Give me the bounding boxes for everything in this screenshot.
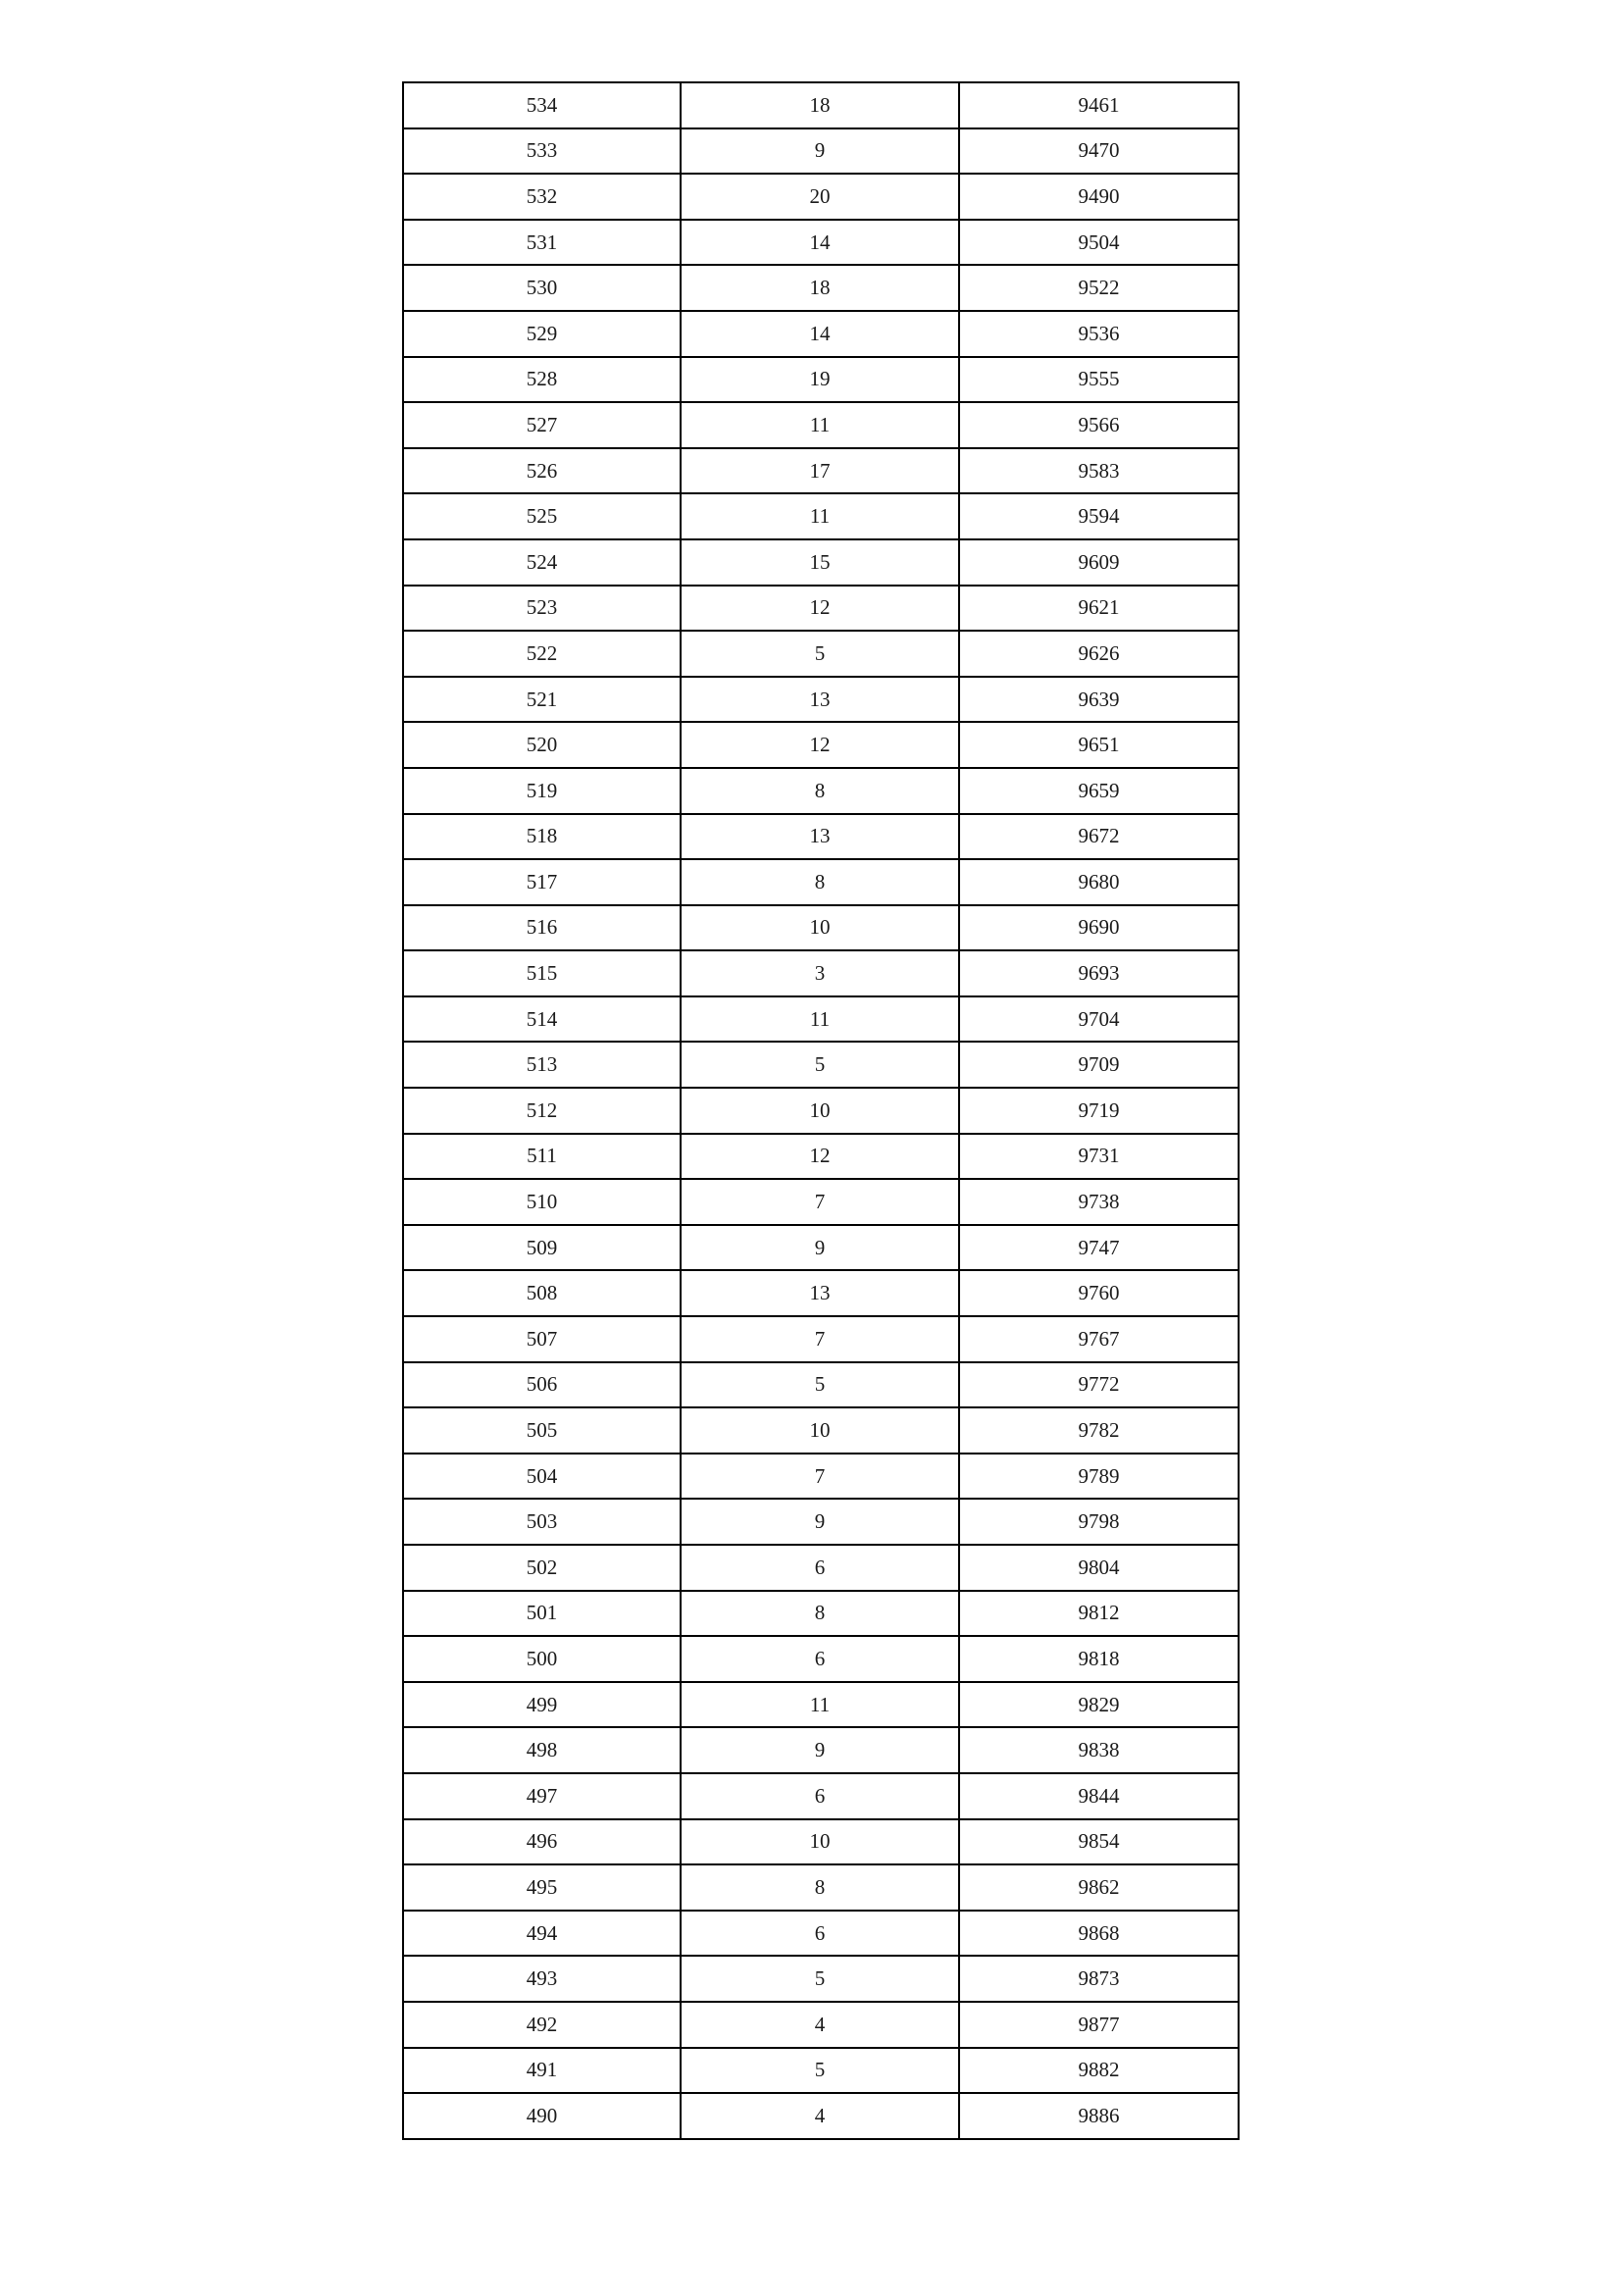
score-cell: 498 bbox=[403, 1727, 681, 1773]
score-cell: 497 bbox=[403, 1773, 681, 1819]
table-row bbox=[403, 2093, 1239, 2139]
score-cell: 524 bbox=[403, 539, 681, 586]
table-row bbox=[403, 82, 1239, 128]
cumulative-cell: 9812 bbox=[959, 1591, 1239, 1637]
table-row bbox=[403, 1042, 1239, 1088]
count-cell: 11 bbox=[681, 493, 959, 539]
table-row bbox=[403, 1911, 1239, 1957]
score-cell: 491 bbox=[403, 2048, 681, 2094]
score-cell: 512 bbox=[403, 1088, 681, 1134]
count-cell: 9 bbox=[681, 128, 959, 175]
table-row bbox=[403, 448, 1239, 494]
table-row bbox=[403, 2002, 1239, 2048]
count-cell: 4 bbox=[681, 2093, 959, 2139]
table-row bbox=[403, 1864, 1239, 1911]
cumulative-cell: 9639 bbox=[959, 677, 1239, 723]
count-cell: 11 bbox=[681, 996, 959, 1043]
score-cell: 521 bbox=[403, 677, 681, 723]
score-cell: 522 bbox=[403, 631, 681, 677]
count-cell: 14 bbox=[681, 220, 959, 266]
cumulative-cell: 9621 bbox=[959, 586, 1239, 632]
score-distribution-table bbox=[402, 81, 1240, 2140]
cumulative-cell: 9760 bbox=[959, 1270, 1239, 1316]
score-cell: 525 bbox=[403, 493, 681, 539]
score-cell: 508 bbox=[403, 1270, 681, 1316]
table-row bbox=[403, 1636, 1239, 1682]
cumulative-cell: 9461 bbox=[959, 82, 1239, 128]
cumulative-cell: 9877 bbox=[959, 2002, 1239, 2048]
count-cell: 7 bbox=[681, 1179, 959, 1225]
cumulative-cell: 9522 bbox=[959, 265, 1239, 311]
score-cell: 504 bbox=[403, 1454, 681, 1500]
cumulative-cell: 9782 bbox=[959, 1407, 1239, 1454]
table-row bbox=[403, 814, 1239, 860]
table-row bbox=[403, 1407, 1239, 1454]
count-cell: 10 bbox=[681, 1407, 959, 1454]
count-cell: 10 bbox=[681, 1819, 959, 1865]
score-cell: 510 bbox=[403, 1179, 681, 1225]
score-cell: 500 bbox=[403, 1636, 681, 1682]
cumulative-cell: 9829 bbox=[959, 1682, 1239, 1728]
score-cell: 495 bbox=[403, 1864, 681, 1911]
cumulative-cell: 9844 bbox=[959, 1773, 1239, 1819]
score-cell: 534 bbox=[403, 82, 681, 128]
count-cell: 5 bbox=[681, 1956, 959, 2002]
cumulative-cell: 9873 bbox=[959, 1956, 1239, 2002]
count-cell: 5 bbox=[681, 2048, 959, 2094]
score-cell: 493 bbox=[403, 1956, 681, 2002]
table-row bbox=[403, 1545, 1239, 1591]
count-cell: 5 bbox=[681, 1362, 959, 1408]
table-row bbox=[403, 311, 1239, 357]
count-cell: 19 bbox=[681, 357, 959, 403]
table-row bbox=[403, 722, 1239, 768]
count-cell: 8 bbox=[681, 1864, 959, 1911]
table-row bbox=[403, 1362, 1239, 1408]
count-cell: 6 bbox=[681, 1545, 959, 1591]
table-row bbox=[403, 1773, 1239, 1819]
score-cell: 516 bbox=[403, 905, 681, 951]
count-cell: 6 bbox=[681, 1773, 959, 1819]
table-row bbox=[403, 996, 1239, 1043]
table-row bbox=[403, 1179, 1239, 1225]
cumulative-cell: 9672 bbox=[959, 814, 1239, 860]
score-cell: 529 bbox=[403, 311, 681, 357]
table-row bbox=[403, 1819, 1239, 1865]
table-row bbox=[403, 265, 1239, 311]
count-cell: 10 bbox=[681, 1088, 959, 1134]
cumulative-cell: 9680 bbox=[959, 859, 1239, 905]
cumulative-cell: 9536 bbox=[959, 311, 1239, 357]
cumulative-cell: 9862 bbox=[959, 1864, 1239, 1911]
cumulative-cell: 9504 bbox=[959, 220, 1239, 266]
cumulative-cell: 9490 bbox=[959, 174, 1239, 220]
cumulative-cell: 9789 bbox=[959, 1454, 1239, 1500]
count-cell: 13 bbox=[681, 677, 959, 723]
table-row bbox=[403, 1088, 1239, 1134]
score-cell: 518 bbox=[403, 814, 681, 860]
table-row bbox=[403, 768, 1239, 814]
count-cell: 13 bbox=[681, 1270, 959, 1316]
score-cell: 519 bbox=[403, 768, 681, 814]
cumulative-cell: 9738 bbox=[959, 1179, 1239, 1225]
cumulative-cell: 9882 bbox=[959, 2048, 1239, 2094]
table-row bbox=[403, 128, 1239, 175]
table-body bbox=[403, 82, 1239, 2139]
score-cell: 528 bbox=[403, 357, 681, 403]
count-cell: 8 bbox=[681, 1591, 959, 1637]
score-cell: 532 bbox=[403, 174, 681, 220]
cumulative-cell: 9566 bbox=[959, 402, 1239, 448]
score-cell: 506 bbox=[403, 1362, 681, 1408]
score-cell: 530 bbox=[403, 265, 681, 311]
score-cell: 526 bbox=[403, 448, 681, 494]
score-cell: 490 bbox=[403, 2093, 681, 2139]
count-cell: 7 bbox=[681, 1454, 959, 1500]
count-cell: 8 bbox=[681, 768, 959, 814]
cumulative-cell: 9886 bbox=[959, 2093, 1239, 2139]
cumulative-cell: 9609 bbox=[959, 539, 1239, 586]
cumulative-cell: 9747 bbox=[959, 1225, 1239, 1271]
score-cell: 496 bbox=[403, 1819, 681, 1865]
score-cell: 520 bbox=[403, 722, 681, 768]
count-cell: 14 bbox=[681, 311, 959, 357]
table-row bbox=[403, 586, 1239, 632]
cumulative-cell: 9868 bbox=[959, 1911, 1239, 1957]
score-cell: 505 bbox=[403, 1407, 681, 1454]
table-row bbox=[403, 402, 1239, 448]
table-row bbox=[403, 2048, 1239, 2094]
cumulative-cell: 9470 bbox=[959, 128, 1239, 175]
count-cell: 6 bbox=[681, 1636, 959, 1682]
cumulative-cell: 9583 bbox=[959, 448, 1239, 494]
score-cell: 533 bbox=[403, 128, 681, 175]
table-row bbox=[403, 1270, 1239, 1316]
cumulative-cell: 9594 bbox=[959, 493, 1239, 539]
cumulative-cell: 9772 bbox=[959, 1362, 1239, 1408]
count-cell: 12 bbox=[681, 722, 959, 768]
table-row bbox=[403, 493, 1239, 539]
table-row bbox=[403, 1454, 1239, 1500]
count-cell: 5 bbox=[681, 631, 959, 677]
count-cell: 17 bbox=[681, 448, 959, 494]
table-row bbox=[403, 1591, 1239, 1637]
count-cell: 6 bbox=[681, 1911, 959, 1957]
score-cell: 492 bbox=[403, 2002, 681, 2048]
count-cell: 12 bbox=[681, 1134, 959, 1180]
count-cell: 3 bbox=[681, 950, 959, 996]
cumulative-cell: 9626 bbox=[959, 631, 1239, 677]
cumulative-cell: 9659 bbox=[959, 768, 1239, 814]
count-cell: 20 bbox=[681, 174, 959, 220]
cumulative-cell: 9854 bbox=[959, 1819, 1239, 1865]
cumulative-cell: 9798 bbox=[959, 1499, 1239, 1545]
cumulative-cell: 9838 bbox=[959, 1727, 1239, 1773]
score-cell: 509 bbox=[403, 1225, 681, 1271]
cumulative-cell: 9804 bbox=[959, 1545, 1239, 1591]
table-row bbox=[403, 631, 1239, 677]
table-row bbox=[403, 950, 1239, 996]
count-cell: 15 bbox=[681, 539, 959, 586]
score-cell: 527 bbox=[403, 402, 681, 448]
score-cell: 499 bbox=[403, 1682, 681, 1728]
count-cell: 7 bbox=[681, 1316, 959, 1362]
cumulative-cell: 9690 bbox=[959, 905, 1239, 951]
table-row bbox=[403, 1316, 1239, 1362]
table-row bbox=[403, 1727, 1239, 1773]
count-cell: 8 bbox=[681, 859, 959, 905]
cumulative-cell: 9709 bbox=[959, 1042, 1239, 1088]
score-cell: 514 bbox=[403, 996, 681, 1043]
cumulative-cell: 9818 bbox=[959, 1636, 1239, 1682]
score-cell: 515 bbox=[403, 950, 681, 996]
table-row bbox=[403, 174, 1239, 220]
table-row bbox=[403, 677, 1239, 723]
score-cell: 501 bbox=[403, 1591, 681, 1637]
count-cell: 9 bbox=[681, 1499, 959, 1545]
count-cell: 10 bbox=[681, 905, 959, 951]
table-row bbox=[403, 905, 1239, 951]
count-cell: 18 bbox=[681, 82, 959, 128]
count-cell: 5 bbox=[681, 1042, 959, 1088]
cumulative-cell: 9704 bbox=[959, 996, 1239, 1043]
table-row bbox=[403, 1225, 1239, 1271]
table-row bbox=[403, 220, 1239, 266]
score-cell: 531 bbox=[403, 220, 681, 266]
score-cell: 517 bbox=[403, 859, 681, 905]
table-row bbox=[403, 357, 1239, 403]
cumulative-cell: 9731 bbox=[959, 1134, 1239, 1180]
count-cell: 4 bbox=[681, 2002, 959, 2048]
score-cell: 513 bbox=[403, 1042, 681, 1088]
count-cell: 9 bbox=[681, 1727, 959, 1773]
count-cell: 12 bbox=[681, 586, 959, 632]
table-row bbox=[403, 859, 1239, 905]
table-row bbox=[403, 1682, 1239, 1728]
table-row bbox=[403, 1499, 1239, 1545]
score-cell: 511 bbox=[403, 1134, 681, 1180]
score-cell: 507 bbox=[403, 1316, 681, 1362]
cumulative-cell: 9767 bbox=[959, 1316, 1239, 1362]
table-row bbox=[403, 1956, 1239, 2002]
count-cell: 11 bbox=[681, 402, 959, 448]
cumulative-cell: 9651 bbox=[959, 722, 1239, 768]
score-cell: 494 bbox=[403, 1911, 681, 1957]
score-cell: 502 bbox=[403, 1545, 681, 1591]
count-cell: 13 bbox=[681, 814, 959, 860]
score-cell: 523 bbox=[403, 586, 681, 632]
count-cell: 9 bbox=[681, 1225, 959, 1271]
table-row bbox=[403, 1134, 1239, 1180]
score-cell: 503 bbox=[403, 1499, 681, 1545]
table-row bbox=[403, 539, 1239, 586]
count-cell: 18 bbox=[681, 265, 959, 311]
cumulative-cell: 9719 bbox=[959, 1088, 1239, 1134]
cumulative-cell: 9555 bbox=[959, 357, 1239, 403]
count-cell: 11 bbox=[681, 1682, 959, 1728]
cumulative-cell: 9693 bbox=[959, 950, 1239, 996]
